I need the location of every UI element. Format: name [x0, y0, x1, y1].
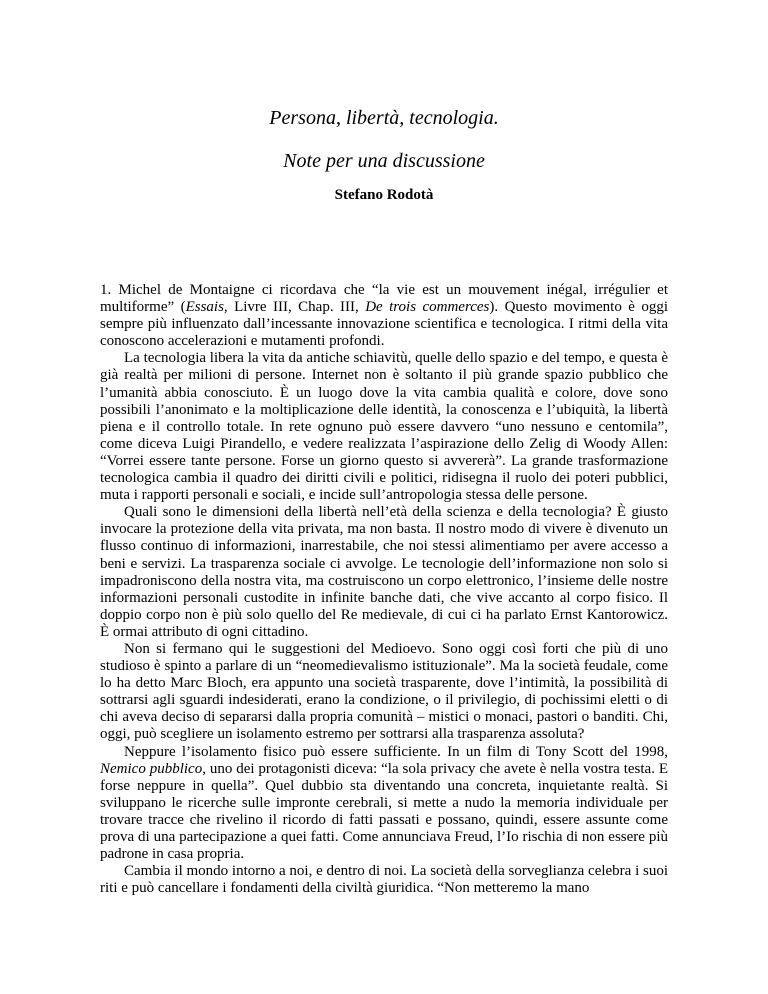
document-header — [100, 106, 668, 204]
paragraph — [100, 744, 668, 864]
text-segment: ). Questo movimento è oggi sempre più influenzato dall’incessante innovazione scientifica e tecnologica. I ritmi della vita conoscono accelerazioni e mutamenti profondi. — [100, 299, 669, 350]
paragraph — [100, 504, 668, 641]
paragraph — [100, 350, 668, 504]
paragraph — [100, 282, 668, 350]
text-segment: De trois commerces — [365, 299, 490, 316]
document-title-line2: Note per una discussione — [283, 150, 485, 172]
text-segment: Neppure l’isolamento fisico può essere sufficiente. In un film di Tony Scott del 1998, — [124, 743, 668, 760]
document-title-line1: Persona, libertà, tecnologia. — [269, 107, 499, 129]
paragraph — [100, 641, 668, 744]
document-body — [100, 282, 668, 897]
text-segment: , uno dei protagonisti diceva: “la sola privacy che avete è nella vostra testa. E forse neppure in quella”. Quel dubbio sta diventando una concreta, inquietante realtà. Si sviluppano le ricerche sulle impronte cerebrali, si mette a nudo la memoria individuale per trovare tracce che rivelino il ricordo di fatti passati e possano, quindi, essere assunte come prova di una partecipazione a quei fatti. Come annunciava Freud, l’Io rischia di non essere più padrone in casa propria. — [100, 760, 668, 863]
text-segment: 1. Michel de Montaigne ci ricordava che “la vie est un mouvement inégal, irrégulier et multiforme” ( — [100, 282, 668, 316]
paragraph — [100, 863, 668, 897]
text-segment: Essais — [185, 299, 224, 316]
text-segment: Cambia il mondo intorno a noi, e dentro di noi. La società della sorveglianza celebra i suoi riti e può cancellare i fondamenti della civiltà giuridica. “Non metteremo la mano — [100, 863, 669, 897]
document-author: Stefano Rodotà — [334, 187, 434, 203]
text-segment: Non si fermano qui le suggestioni del Medioevo. Sono oggi così forti che più di uno studioso è spinto a parlare di un “neomedievalismo istituzionale”. Ma la società feudale, come lo ha detto Marc Bloch, era appunto una società trasparente, dove l’intimità, la possibilità di sottrarsi agli sguardi indesiderati, erano la condizione, o il privilegio, di pochissimi eletti o di chi aveva deciso di separarsi dalla propria comunità – mistici o monaci, pastori o banditi. Chi, oggi, può scegliere un isolamento estremo per sottrarsi alla trasparenza assoluta? — [100, 640, 668, 743]
text-segment: Nemico pubblico — [100, 760, 203, 777]
text-segment: La tecnologia libera la vita da antiche schiavitù, quelle dello spazio e del tempo, e questa è già realtà per milioni di persone. Internet non è soltanto il più grande spazio pubblico che l’umanità abbia conosciuto. È un luogo dove la vita cambia qualità e colore, dove sono possibili l’anonimato e la moltiplicazione delle identità, la conoscenza e l’ubiquità, la libertà piena e il controllo totale. In rete ognuno può essere davvero “uno nessuno e centomila”, come diceva Luigi Pirandello, e vedere realizzata l’aspirazione dello Zelig di Woody Allen: “Vorrei essere tante persone. Forse un giorno questo si avvererà”. La grande trasformazione tecnologica cambia il quadro dei diritti civili e politici, ridisegna il ruolo dei poteri pubblici, muta i rapporti personali e sociali, e incide sull’antropologia stessa delle persone. — [100, 350, 668, 504]
text-segment: Quali sono le dimensioni della libertà nell’età della scienza e della tecnologia? È giusto invocare la protezione della vita privata, ma non basta. Il nostro modo di vivere è divenuto un flusso continuo di informazioni, inarrestabile, che noi stessi alimentiamo per avere accesso a beni e servizi. La trasparenza sociale ci avvolge. Le tecnologie dell’informazione non solo si impadroniscono della nostra vita, ma costruiscono un corpo elettronico, l’insieme delle nostre informazioni personali custodite in infinite banche dati, che vive accanto al corpo fisico. Il doppio corpo non è più solo quello del Re medievale, di cui ci ha parlato Ernst Kantorowicz. È ormai attributo di ogni cittadino. — [100, 504, 668, 640]
text-segment: , Livre III, Chap. III, — [223, 299, 366, 316]
